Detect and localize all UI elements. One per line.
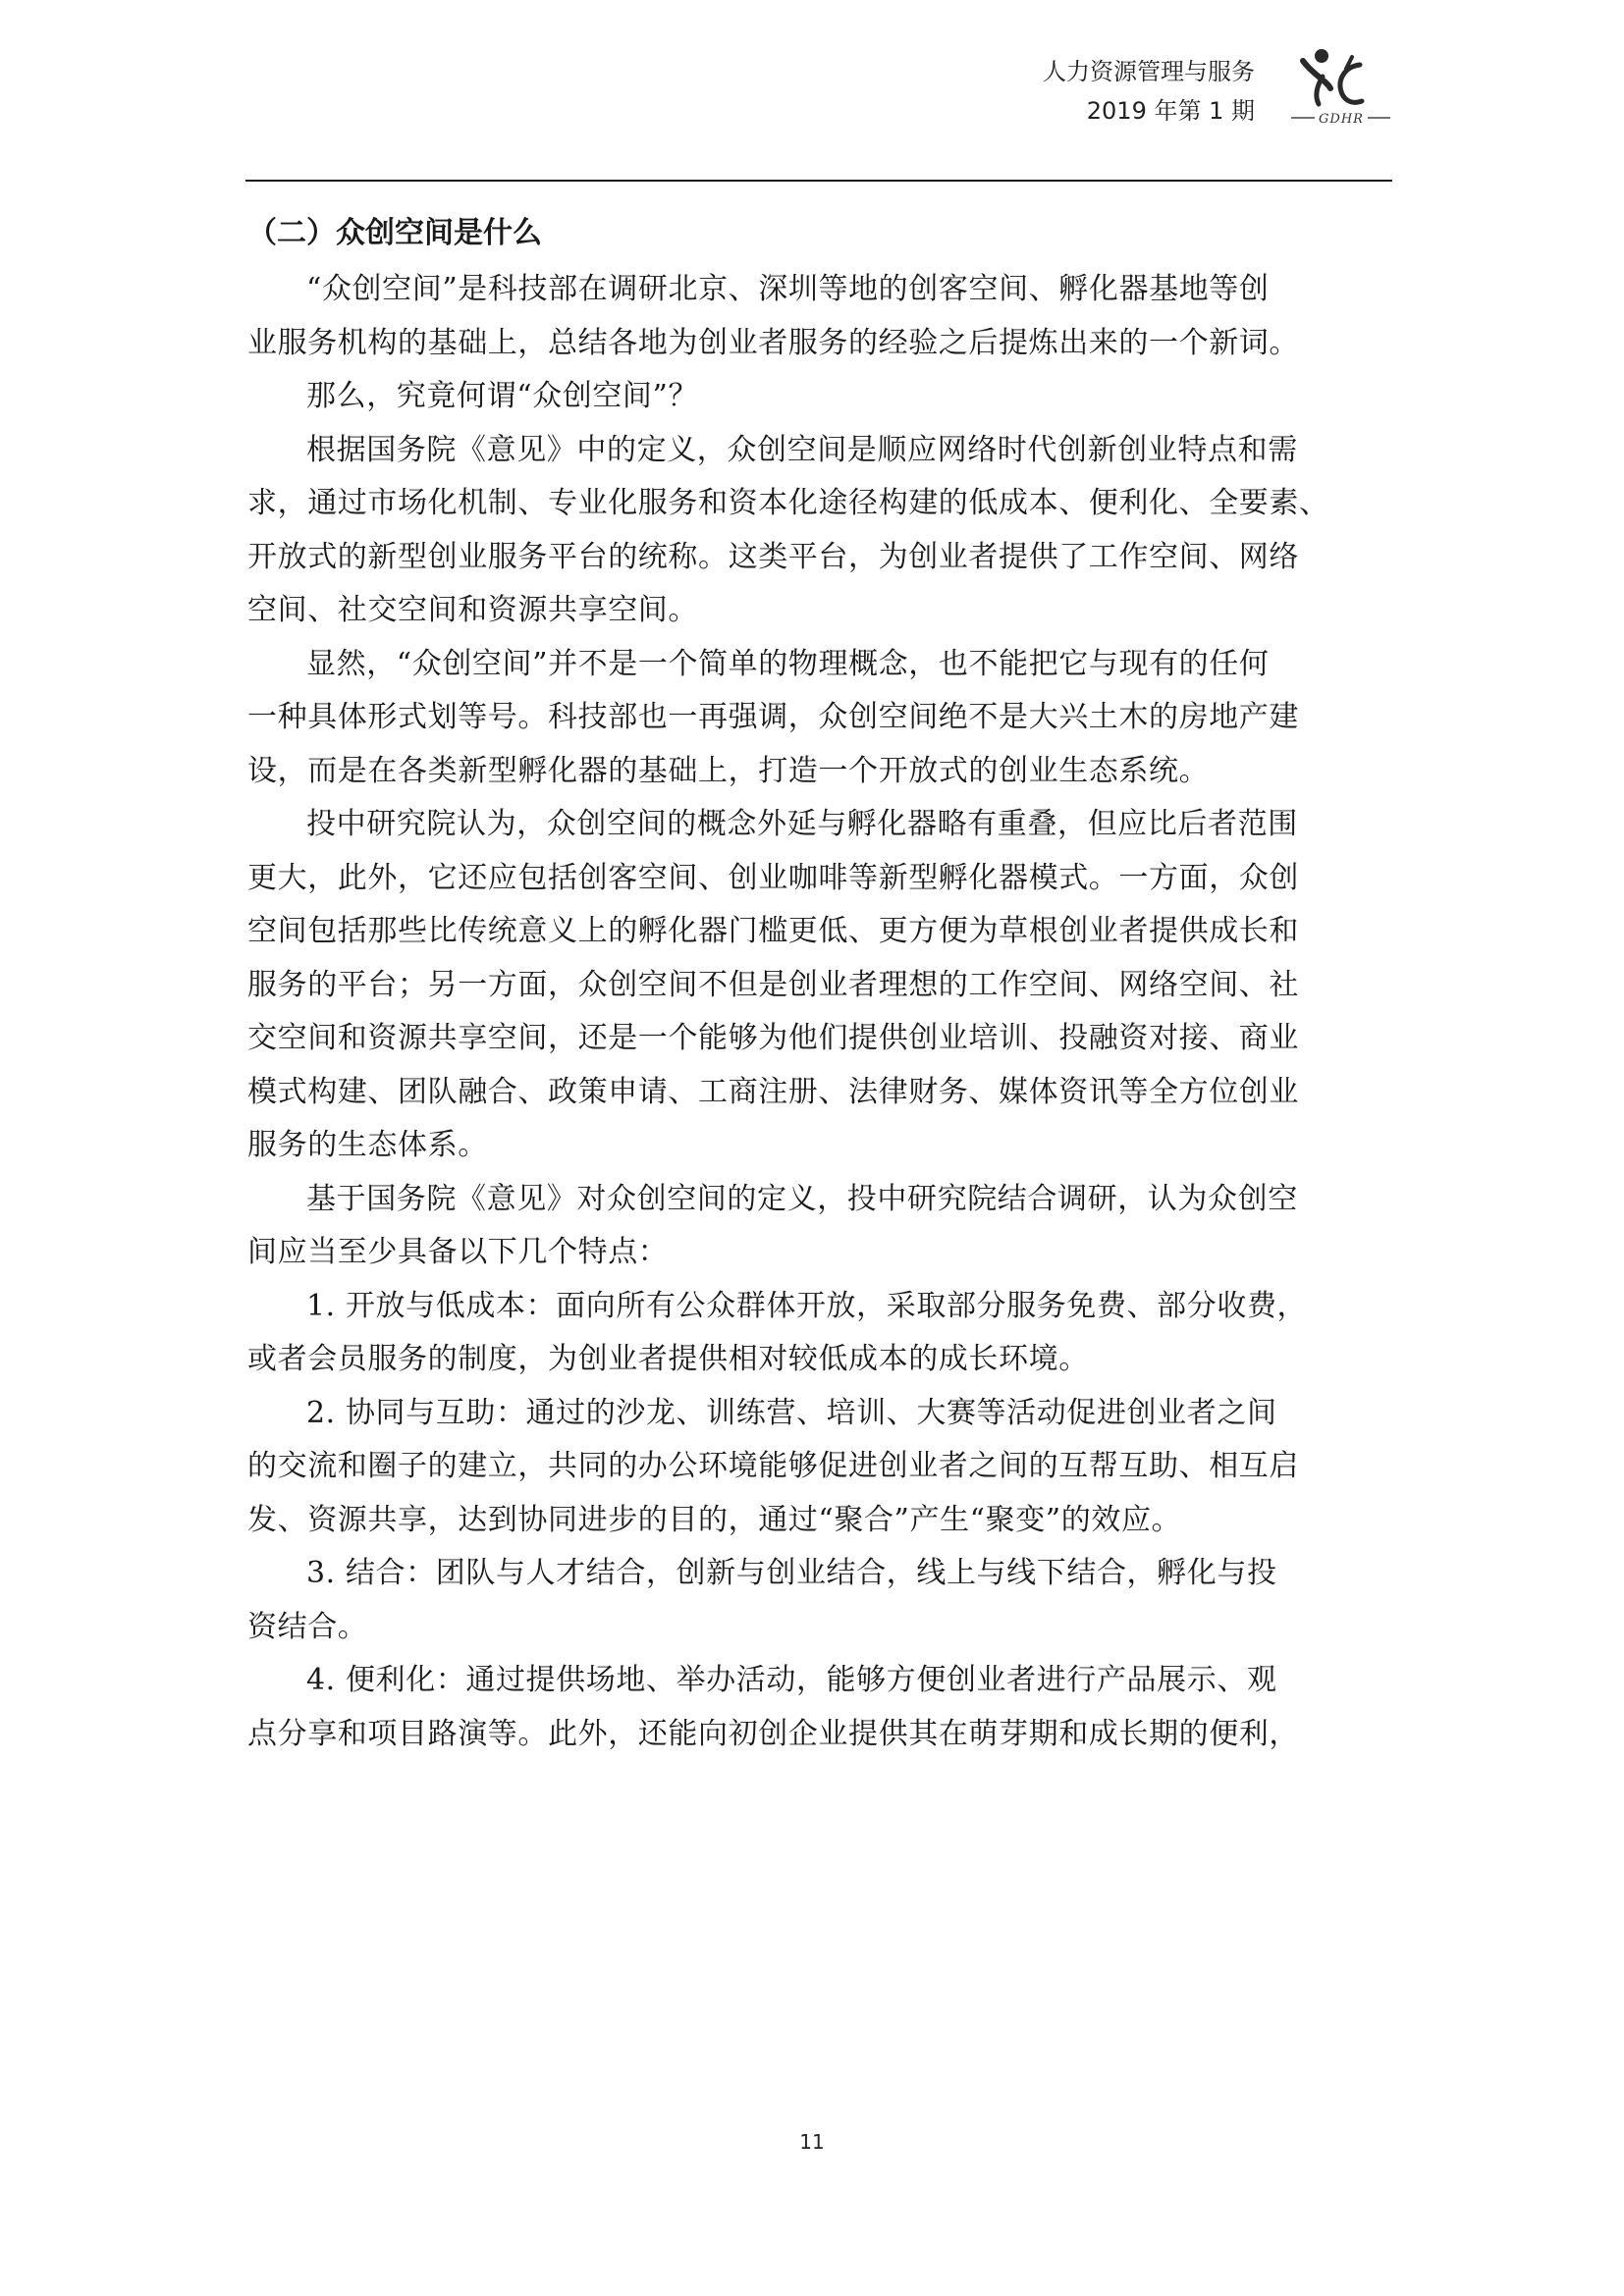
paragraph xyxy=(247,1387,1392,1548)
paragraph-line: 开放式的新型创业服务平台的统称。这类平台，为创业者提供了工作空间、网络 xyxy=(247,539,1299,574)
paragraph-line: 3. 结合：团队与人才结合，创新与创业结合，线上与线下结合，孵化与投 xyxy=(306,1556,1277,1590)
section-title: （二）众创空间是什么 xyxy=(247,216,542,250)
svg-text:GDHR: GDHR xyxy=(1319,112,1364,127)
paragraph-line: 那么，究竟何谓“众创空间”？ xyxy=(306,379,699,413)
paragraph-line: 资结合。 xyxy=(247,1609,368,1644)
paragraph-line: 间应当至少具备以下几个特点： xyxy=(247,1235,669,1269)
paragraph-line: 的交流和圈子的建立，共同的办公环境能够促进创业者之间的互帮互助、相互启 xyxy=(247,1449,1299,1483)
paragraph-line: 基于国务院《意见》对众创空间的定义，投中研究院结合调研，认为众创空 xyxy=(306,1181,1298,1216)
paragraph-line: “众创空间”是科技部在调研北京、深圳等地的创客空间、孵化器基地等创 xyxy=(306,272,1270,306)
paragraph-line: 点分享和项目路演等。此外，还能向初创企业提供其在萌芽期和成长期的便利， xyxy=(247,1716,1299,1751)
paragraph-line: 更大，此外，它还应包括创客空间、创业咖啡等新型孵化器模式。一方面，众创 xyxy=(247,860,1299,895)
paragraph xyxy=(247,798,1392,1173)
paragraph-line: 或者会员服务的制度，为创业者提供相对较低成本的成长环境。 xyxy=(247,1342,1089,1376)
paragraph-line: 1. 开放与低成本：面向所有公众群体开放，采取部分服务免费、部分收费， xyxy=(306,1288,1308,1323)
paragraph-line: 模式构建、团队融合、政策申请、工商注册、法律财务、媒体资讯等全方位创业 xyxy=(247,1074,1299,1109)
header-text xyxy=(1043,52,1255,131)
paragraph xyxy=(247,638,1392,799)
paragraph xyxy=(247,424,1392,638)
paragraph-line: 设，而是在各类新型孵化器的基础上，打造一个开放式的创业生态系统。 xyxy=(247,753,1210,788)
journal-title: 人力资源管理与服务 xyxy=(1043,58,1255,85)
paragraph-list xyxy=(247,263,1392,1761)
paragraph-line: 投中研究院认为，众创空间的概念外延与孵化器略有重叠，但应比后者范围 xyxy=(306,807,1298,841)
paragraph xyxy=(247,1547,1392,1654)
header-divider xyxy=(245,180,1392,182)
paragraph-line: 空间包括那些比传统意义上的孵化器门槛更低、更方便为草根创业者提供成长和 xyxy=(247,914,1299,948)
page-number: 11 xyxy=(799,2130,825,2154)
paragraph-line: 交空间和资源共享空间，还是一个能够为他们提供创业培训、投融资对接、商业 xyxy=(247,1021,1299,1055)
paragraph xyxy=(247,370,1392,424)
paragraph-line: 服务的平台；另一方面，众创空间不但是创业者理想的工作空间、网络空间、社 xyxy=(247,967,1299,1002)
paragraph-line: 显然，“众创空间”并不是一个简单的物理概念，也不能把它与现有的任何 xyxy=(306,646,1270,681)
paragraph-line: 服务的生态体系。 xyxy=(247,1128,488,1162)
paragraph-line: 2. 协同与互助：通过的沙龙、训练营、培训、大赛等活动促进创业者之间 xyxy=(306,1395,1277,1430)
paragraph xyxy=(247,263,1392,370)
issue-label: 2019 年第 1 期 xyxy=(1086,97,1255,125)
paragraph-line: 发、资源共享，达到协同进步的目的，通过“聚合”产生“聚变”的效应。 xyxy=(247,1502,1182,1537)
paragraph-line: 求，通过市场化机制、专业化服务和资本化途径构建的低成本、便利化、全要素、 xyxy=(247,486,1329,520)
paragraph-line: 一种具体形式划等号。科技部也一再强调，众创空间绝不是大兴土木的房地产建 xyxy=(247,700,1299,734)
paragraph-line: 4. 便利化：通过提供场地、举办活动，能够方便创业者进行产品展示、观 xyxy=(306,1663,1277,1697)
article-body xyxy=(247,204,1392,1761)
page-header xyxy=(245,47,1392,182)
paragraph-line: 业服务机构的基础上，总结各地为创业者服务的经验之后提炼出来的一个新词。 xyxy=(247,325,1299,360)
gdhr-logo xyxy=(1289,47,1392,128)
paragraph-line: 空间、社交空间和资源共享空间。 xyxy=(247,593,698,627)
paragraph xyxy=(247,1654,1392,1761)
paragraph xyxy=(247,1173,1392,1280)
paragraph xyxy=(247,1280,1392,1387)
paragraph-line: 根据国务院《意见》中的定义，众创空间是顺应网络时代创新创业特点和需 xyxy=(306,432,1298,467)
